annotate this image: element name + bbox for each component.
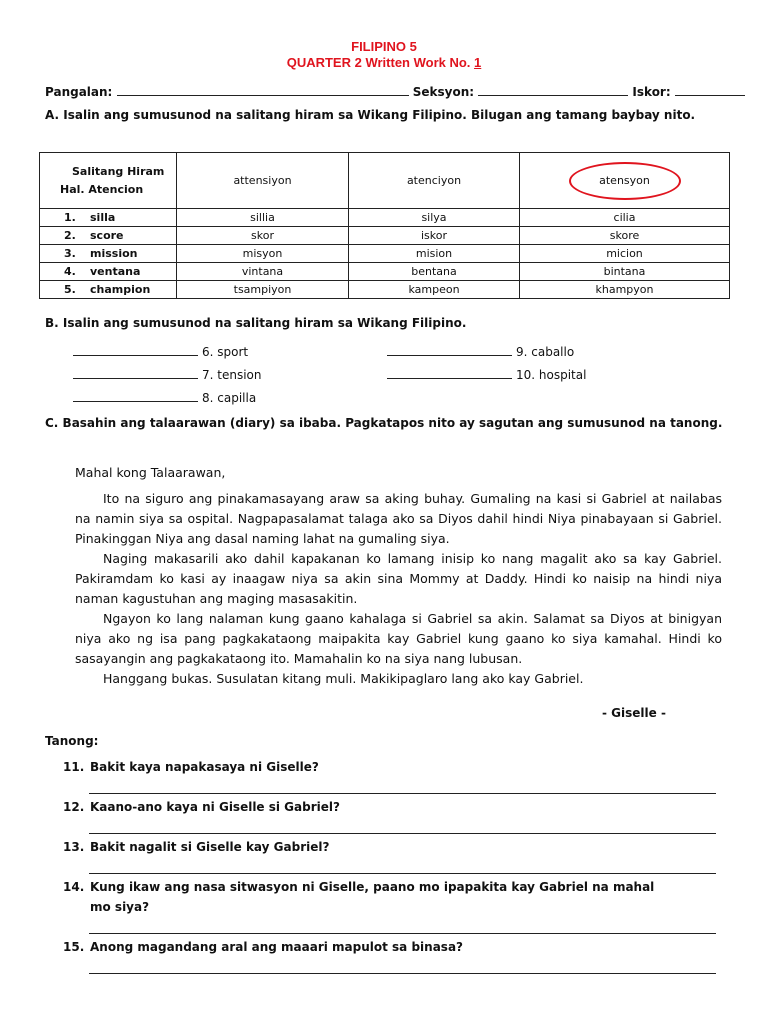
name-field[interactable] <box>117 85 409 96</box>
question-item <box>63 880 654 894</box>
answer-blank[interactable] <box>73 368 198 379</box>
translate-item <box>387 368 586 382</box>
spelling-option[interactable]: bintana <box>520 263 730 281</box>
question-item <box>63 800 340 814</box>
diary-paragraph <box>75 549 722 609</box>
spelling-option[interactable]: sillia <box>177 209 349 227</box>
paragraph-text: Ito na siguro ang pinakamasayang araw sa aking buhay. Gumaling na kasi si Gabriel at nailabas na namin siya sa ospital. Nagpapasalamat talaga ako sa Diyos dahil hindi Niya pinabayaan si Gabriel. Pinakinggan Niya ang dasal naming lahat na gumaling siya. <box>75 491 722 546</box>
header-label: Salitang Hiram <box>72 164 165 178</box>
paragraph-text: Ngayon ko lang nalaman kung gaano kahalaga si Gabriel sa akin. Salamat sa Diyos at binigyan niya ako ng isa pang pagkakataong maipakita kay Gabriel kung gaano ko siya kamahal. Hindi ko sasayangin ang pagkakataong ito. Mamahalin ko na siya nang lubusan. <box>75 611 722 666</box>
score-label: Iskor: <box>632 85 671 99</box>
spelling-option[interactable]: tsampiyon <box>177 281 349 299</box>
diary-paragraph <box>75 669 722 689</box>
borrowed-word: champion <box>90 283 151 296</box>
student-info-line <box>45 85 745 99</box>
question-text: Kung ikaw ang nasa sitwasyon ni Giselle, paano mo ipapakita kay Gabriel na mahal <box>90 880 655 894</box>
diary-paragraph <box>75 489 722 549</box>
table-row <box>40 263 730 281</box>
word-cell <box>40 263 177 281</box>
example-option-circled[interactable] <box>520 153 730 209</box>
table-header-row <box>40 153 730 209</box>
score-field[interactable] <box>675 85 745 96</box>
answer-blank[interactable] <box>73 391 198 402</box>
diary-signature: - Giselle - <box>602 706 666 720</box>
part-b-instruction: B. Isalin ang sumusunod na salitang hiram sa Wikang Filipino. <box>45 316 467 330</box>
worksheet-quarter <box>0 55 768 70</box>
answer-line[interactable] <box>89 933 716 934</box>
quarter-prefix: QUARTER 2 Written Work No. <box>286 55 475 70</box>
header-cell-word <box>40 153 177 209</box>
diary-salutation: Mahal kong Talaarawan, <box>75 465 226 480</box>
answer-line[interactable] <box>89 873 716 874</box>
word-cell <box>40 281 177 299</box>
table-row <box>40 245 730 263</box>
answer-line[interactable] <box>89 973 716 974</box>
item-number: 1. <box>64 211 76 224</box>
spelling-option[interactable]: silya <box>349 209 520 227</box>
borrowed-word: score <box>90 229 124 242</box>
spelling-option[interactable]: khampyon <box>520 281 730 299</box>
borrowed-word: silla <box>90 211 116 224</box>
table-row <box>40 281 730 299</box>
item-word: 6. sport <box>202 345 249 359</box>
question-number: 12. <box>63 800 85 814</box>
item-number: 4. <box>64 265 76 278</box>
item-word: 8. capilla <box>202 391 257 405</box>
question-text: Kaano-ano kaya ni Giselle si Gabriel? <box>90 800 340 814</box>
item-number: 5. <box>64 283 76 296</box>
spelling-option[interactable]: skor <box>177 227 349 245</box>
question-number: 13. <box>63 840 85 854</box>
answer-blank[interactable] <box>387 345 512 356</box>
question-text: Anong magandang aral ang maaari mapulot sa binasa? <box>90 940 464 954</box>
example-option[interactable]: atenciyon <box>349 153 520 209</box>
table-row <box>40 227 730 245</box>
paragraph-text: Naging makasarili ako dahil kapakanan ko lamang inisip ko nang magalit ako sa kay Gabriel. Pakiramdam ko kasi ay inaagaw niya sa akin sina Mommy at Daddy. Hindi ko naisip na hindi niya naman kagustuhan ang maging masasakitin. <box>75 551 722 606</box>
spelling-option[interactable]: skore <box>520 227 730 245</box>
question-text: Bakit kaya napakasaya ni Giselle? <box>90 760 319 774</box>
question-number: 15. <box>63 940 85 954</box>
diary-paragraph <box>75 609 722 669</box>
borrowed-word: mission <box>90 247 138 260</box>
answer-circle: atensyon <box>569 162 681 200</box>
example-option[interactable]: attensiyon <box>177 153 349 209</box>
translate-item <box>73 391 256 405</box>
spelling-option[interactable]: iskor <box>349 227 520 245</box>
item-word: 9. caballo <box>516 345 575 359</box>
question-number: 14. <box>63 880 85 894</box>
section-label: Seksyon: <box>412 85 475 99</box>
question-item <box>63 940 463 954</box>
spelling-option[interactable]: mision <box>349 245 520 263</box>
item-number: 2. <box>64 229 76 242</box>
paragraph-text: Hanggang bukas. Susulatan kitang muli. Makikipaglaro lang ako kay Gabriel. <box>103 671 584 686</box>
spelling-option[interactable]: kampeon <box>349 281 520 299</box>
spelling-option[interactable]: vintana <box>177 263 349 281</box>
answer-blank[interactable] <box>387 368 512 379</box>
question-item <box>63 760 319 774</box>
part-a-instruction: A. Isalin ang sumusunod na salitang hiram sa Wikang Filipino. Bilugan ang tamang baybay nito. <box>45 108 696 122</box>
word-cell <box>40 227 177 245</box>
spelling-option[interactable]: cilia <box>520 209 730 227</box>
section-field[interactable] <box>478 85 628 96</box>
question-continuation: mo siya? <box>90 900 150 914</box>
question-text: Bakit nagalit si Giselle kay Gabriel? <box>90 840 330 854</box>
word-cell <box>40 245 177 263</box>
name-label: Pangalan: <box>45 85 113 99</box>
answer-line[interactable] <box>89 793 716 794</box>
example-label: Hal. Atencion <box>60 182 144 196</box>
part-c-instruction: C. Basahin ang talaarawan (diary) sa ibaba. Pagkatapos nito ay sagutan ang sumusunod na tanong. <box>45 416 723 430</box>
spelling-option[interactable]: bentana <box>349 263 520 281</box>
item-word: 10. hospital <box>516 368 587 382</box>
spelling-option[interactable]: micion <box>520 245 730 263</box>
answer-line[interactable] <box>89 833 716 834</box>
borrowed-word: ventana <box>90 265 141 278</box>
borrowed-words-table <box>39 152 730 299</box>
spelling-option[interactable]: misyon <box>177 245 349 263</box>
question-item <box>63 840 329 854</box>
item-number: 3. <box>64 247 76 260</box>
item-word: 7. tension <box>202 368 262 382</box>
translate-item <box>73 345 248 359</box>
quarter-number: 1 <box>474 55 482 70</box>
question-number: 11. <box>63 760 85 774</box>
answer-blank[interactable] <box>73 345 198 356</box>
table-row <box>40 209 730 227</box>
worksheet-subject: FILIPINO 5 <box>351 39 417 54</box>
translate-item <box>387 345 574 359</box>
word-cell <box>40 209 177 227</box>
questions-label: Tanong: <box>45 734 99 748</box>
translate-item <box>73 368 262 382</box>
